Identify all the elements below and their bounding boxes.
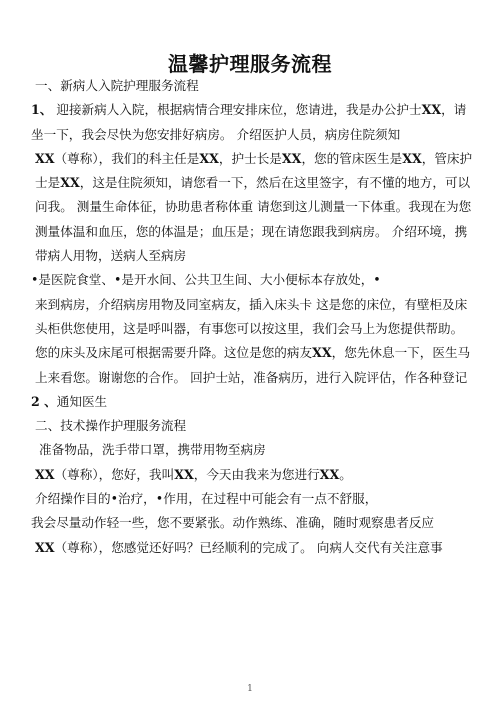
paragraph-introductions: XX（尊称），我们的科主任是XX，护士长是XX，您的管床医生是XX，管床护士是XX，这是住院须知，请您看一下，然后在这里签字，有不懂的地方，可以问我。 测量生命体征，协助患者称体重 请您到这儿测量一下体重。我现在为您测量体温和血压，您的体温是；血压是；现在请您跟我到病房。 介绍环境，携带病人用物，送病人至病房 — [35, 150, 473, 264]
document-body — [31, 74, 473, 560]
section-heading-admission: 一、新病人入院护理服务流程 — [35, 78, 199, 93]
paragraph-environment-list: •是医院食堂、•是开水间、公共卫生间、大小便标本存放处，• — [31, 272, 381, 288]
paragraph-step-1: 1、 迎接新病人入院，根据病情合理安排床位，您请进，我是办公护士XX，请坐一下，我会尽快为您安排好病房。 介绍医护人员，病房住院须知 — [31, 102, 467, 142]
paragraph-prepare-items: 准备物品，洗手带口罩，携带用物至病房 — [39, 442, 266, 458]
paragraph-greeting: XX（尊称），您好，我叫XX，今天由我来为您进行XX。 — [35, 466, 352, 482]
paragraph-explain-purpose: 介绍操作目的•治疗，•作用，在过程中可能会有一点不舒服， — [35, 491, 378, 507]
paragraph-step-2: 2 、通知医生 — [31, 393, 108, 409]
paragraph-completion: XX（尊称），您感觉还好吗？已经顺利的完成了。 向病人交代有关注意事 — [35, 539, 443, 555]
paragraph-ward-arrival: 来到病房，介绍病房用物及同室病友，插入床头卡 这是您的床位，有壁柜及床头柜供您使用，这是呼叫器，有事您可以按这里，我们会马上为您提供帮助。您的床头及床尾可根据需要升降。这位是您的病友XX，您先休息一下，医生马上来看您。谢谢您的合作。 回护士站，准备病历，进行入院评估，作各种登记 — [35, 296, 471, 385]
paragraph-gentle-operation: 我会尽量动作轻一些，您不要紧张。动作熟练、准确，随时观察患者反应 — [31, 515, 434, 531]
page-number: 1 — [247, 684, 253, 694]
document-title: 温馨护理服务流程 — [168, 52, 332, 76]
section-heading-technical: 二、技术操作护理服务流程 — [35, 418, 187, 434]
